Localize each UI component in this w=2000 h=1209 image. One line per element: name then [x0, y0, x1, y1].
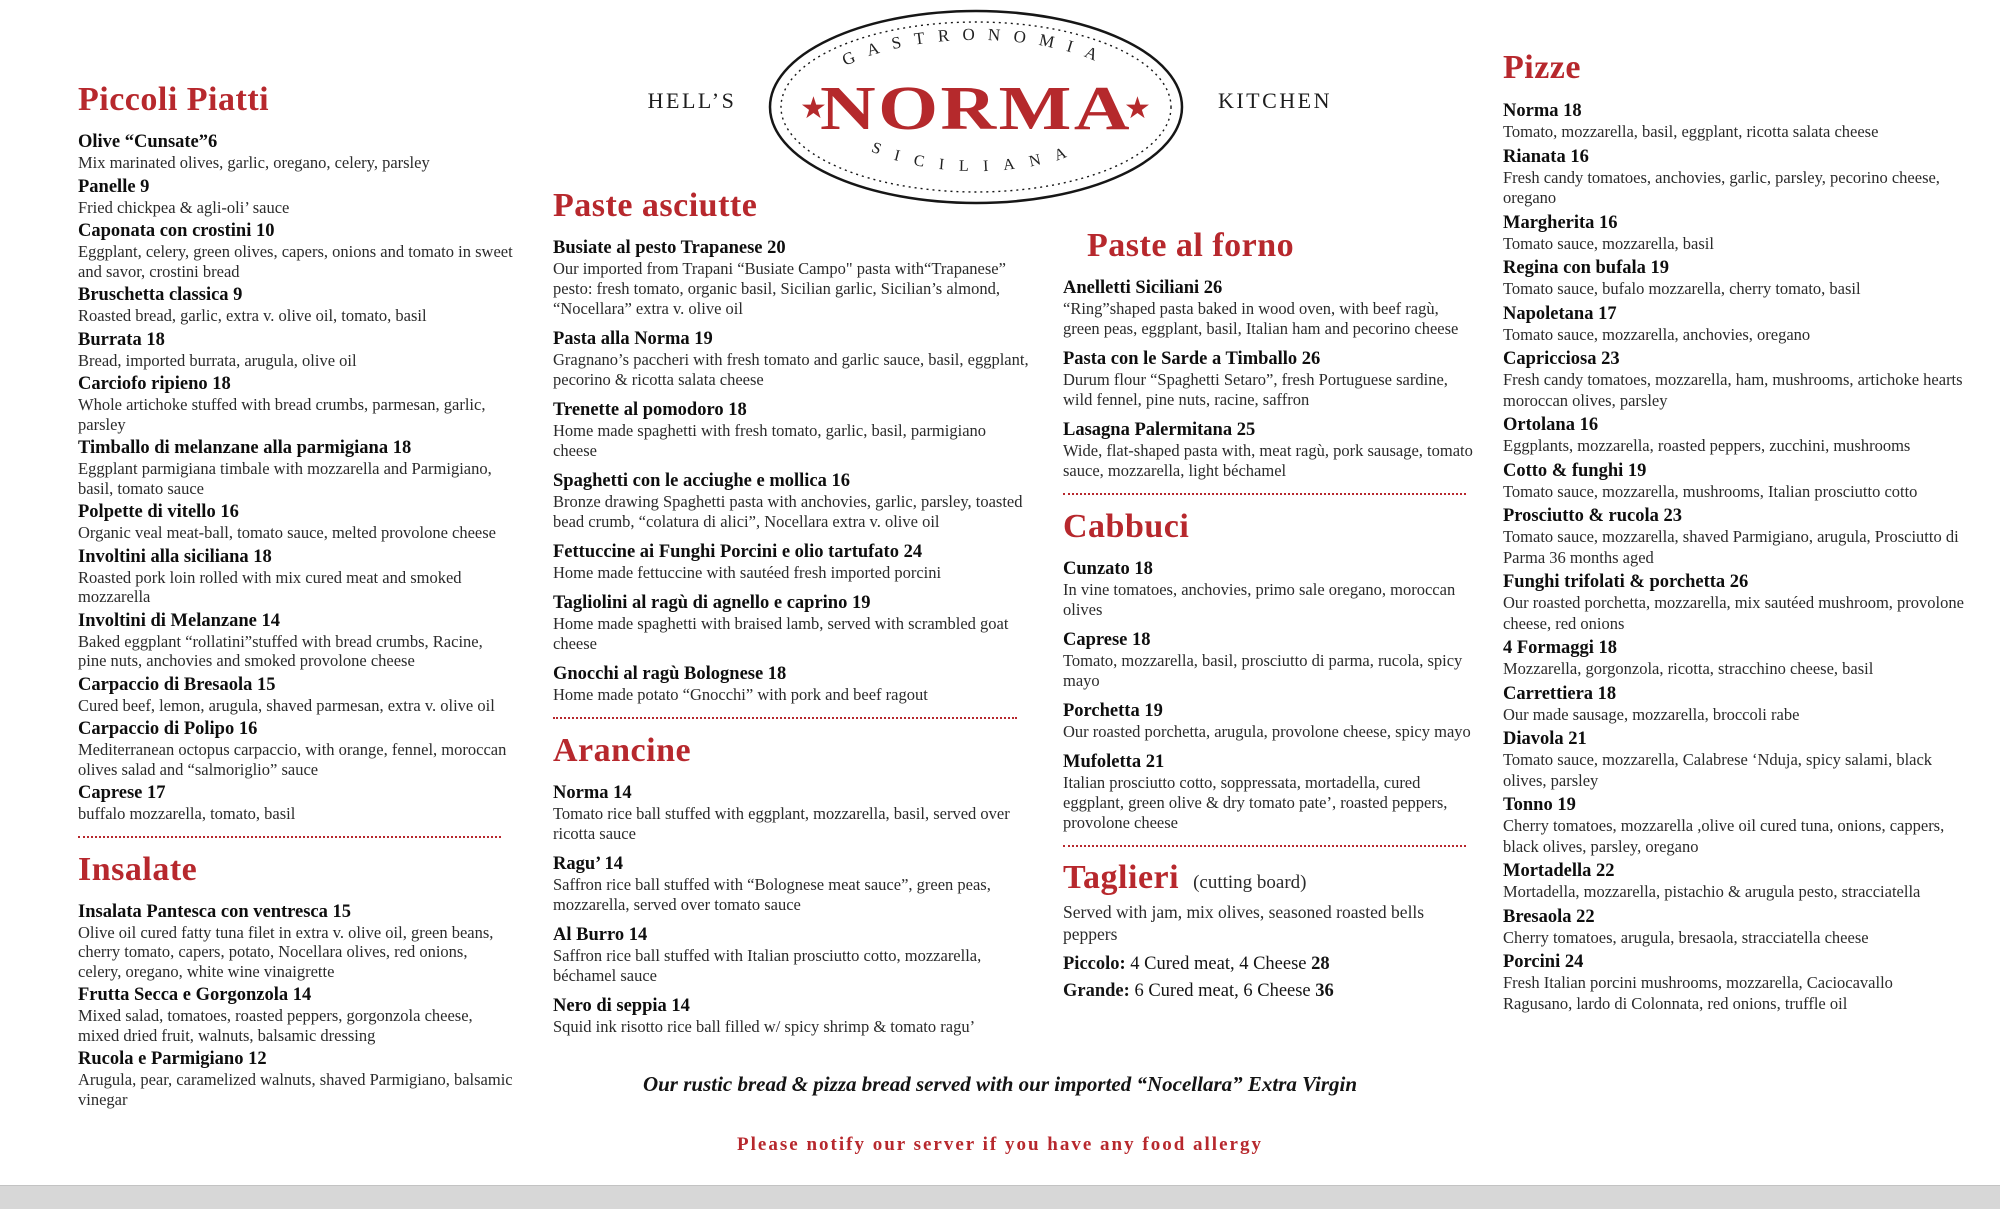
menu-item: [1503, 794, 1965, 857]
menu-item: [553, 593, 1031, 654]
column-piccoli-piatti-insalate: [78, 80, 514, 1113]
menu-item: [553, 783, 1031, 844]
menu-item-name: Ragu’ 14: [553, 854, 624, 874]
menu-item-name: Caprese 18: [1063, 630, 1151, 650]
menu-item-name: Cunzato 18: [1063, 559, 1153, 579]
menu-item: [553, 400, 1031, 461]
menu-item: [1503, 146, 1965, 209]
menu-item-desc: Olive oil cured fatty tuna filet in extra v. olive oil, green beans, cherry tomato, capers, potato, Nocellara olives, red onions, celery, oregano, white wine vinaigrette: [78, 922, 494, 981]
menu-item-name: Involtini di Melanzane 14: [78, 610, 280, 631]
menu-item: [553, 329, 1031, 390]
menu-item-name: Carpaccio di Bresaola 15: [78, 674, 276, 695]
menu-item: [1063, 559, 1478, 620]
section-title-paste-al-forno: Paste al forno: [1087, 227, 1295, 264]
taglieri-option-price: 36: [1315, 981, 1334, 1001]
menu-item-desc: Cherry tomatoes, mozzarella ,olive oil cured tuna, onions, cappers, black olives, parsley, oregano: [1503, 816, 1945, 856]
menu-item: [1063, 278, 1478, 339]
menu-item: [78, 502, 514, 543]
menu-item-desc: Mortadella, mozzarella, pistachio & arugula pesto, stracciatella: [1503, 882, 1921, 901]
taglieri-option-label: Piccolo:: [1063, 954, 1131, 974]
column-paste-arancine: [553, 186, 1031, 1047]
menu-item-desc: Tomato, mozzarella, basil, prosciutto di parma, rucola, spicy mayo: [1063, 651, 1463, 690]
menu-item-name: Regina con bufala 19: [1503, 258, 1670, 278]
menu-item-name: Caponata con crostini 10: [78, 221, 275, 241]
menu-item-desc: Our imported from Trapani “Busiate Campo" pasta with“Trapanese” pesto: fresh tomato, organic basil, Sicilian garlic, Sicilian’s almond, “Nocellara” extra v. olive oil: [553, 259, 1006, 318]
norma-logo: [767, 8, 1185, 206]
menu-item-name: Rucola e Parmigiano 12: [78, 1049, 267, 1069]
logo-arc-bottom-text: SICILIANA: [869, 139, 1083, 176]
menu-item-desc: Cured beef, lemon, arugula, shaved parmesan, extra v. olive oil: [78, 695, 495, 715]
menu-item-desc: Eggplant parmigiana timbale with mozzarella and Parmigiano, basil, tomato sauce: [78, 459, 492, 498]
menu-item: [78, 374, 514, 434]
section-title-paste-asciutte: Paste asciutte: [553, 187, 758, 224]
menu-item-desc: Fresh Italian porcini mushrooms, mozzarella, Caciocavallo Ragusano, lardo di Colonnata, red onions, truffle oil: [1503, 973, 1893, 1013]
menu-item: [78, 438, 514, 498]
menu-item-name: Mortadella 22: [1503, 861, 1615, 881]
menu-item-desc: “Ring”shaped pasta baked in wood oven, with beef ragù, green peas, eggplant, basil, Italian ham and pecorino cheese: [1063, 299, 1459, 338]
menu-item-name: Busiate al pesto Trapanese 20: [553, 238, 786, 258]
menu-item-name: Caprese 17: [78, 783, 166, 803]
menu-item: [1503, 348, 1965, 411]
menu-item: [1503, 683, 1965, 726]
menu-item: [1503, 860, 1965, 903]
menu-item-desc: Tomato sauce, mozzarella, basil: [1503, 233, 1714, 253]
menu-item-name: Involtini alla siciliana 18: [78, 546, 272, 567]
menu-item-name: Margherita 16: [1503, 212, 1618, 233]
section-items-cabbuci: [1063, 559, 1478, 833]
menu-item: [1063, 630, 1478, 691]
bread-note: Our rustic bread & pizza bread served with our imported “Nocellara” Extra Virgin: [642, 1072, 1358, 1096]
menu-item-desc: Fresh candy tomatoes, mozzarella, ham, mushrooms, artichoke hearts moroccan olives, parsley: [1503, 370, 1963, 410]
menu-item-desc: Saffron rice ball stuffed with Italian prosciutto cotto, mozzarella, béchamel sauce: [553, 946, 982, 985]
menu-item-desc: Home made potato “Gnocchi” with pork and beef ragout: [553, 685, 928, 704]
section-items-pizze: [1503, 100, 1965, 1014]
menu-item: [1503, 460, 1965, 503]
section-items-paste-al-forno: [1063, 278, 1478, 481]
logo-star-right-icon: ★: [1124, 92, 1151, 125]
menu-item: [78, 285, 514, 326]
menu-item: [1503, 571, 1965, 634]
menu-item-desc: Whole artichoke stuffed with bread crumbs, parmesan, garlic, parsley: [78, 395, 486, 434]
menu-item: [553, 854, 1031, 915]
menu-item-desc: Mozzarella, gorgonzola, ricotta, stracchino cheese, basil: [1503, 659, 1874, 678]
section-items-arancine: [553, 783, 1031, 1037]
menu-item-desc: Wide, flat-shaped pasta with, meat ragù, pork sausage, tomato sauce, mozzarella, light béchamel: [1063, 441, 1473, 480]
dotted-divider: [1063, 493, 1466, 495]
section-title-piccoli-piatti: Piccoli Piatti: [78, 81, 270, 118]
menu-item-desc: Saffron rice ball stuffed with “Bolognese meat sauce”, green peas, mozzarella, served over tomato sauce: [553, 875, 991, 914]
menu-item: [78, 719, 514, 779]
menu-item-name: Funghi trifolati & porchetta 26: [1503, 572, 1749, 592]
menu-item: [78, 547, 514, 607]
menu-item-desc: Tomato, mozzarella, basil, eggplant, ricotta salata cheese: [1503, 122, 1879, 141]
menu-item-desc: Eggplant, celery, green olives, capers, onions and tomato in sweet and savor, crostini bread: [78, 242, 513, 281]
menu-item-desc: Tomato sauce, mozzarella, Calabrese ‘Nduja, spicy salami, black olives, parsley: [1503, 750, 1933, 790]
menu-item-desc: Fresh candy tomatoes, anchovies, garlic, parsley, pecorino cheese, oregano: [1503, 167, 1940, 207]
taglieri-option: [1063, 951, 1478, 978]
menu-item-desc: Cherry tomatoes, arugula, bresaola, stracciatella cheese: [1503, 927, 1869, 947]
taglieri-intro: Served with jam, mix olives, seasoned roasted bells peppers: [1063, 902, 1425, 944]
menu-item-name: Olive “Cunsate”6: [78, 132, 218, 152]
menu-item-name: Spaghetti con le acciughe e mollica 16: [553, 471, 850, 491]
menu-item-name: Prosciutto & rucola 23: [1503, 506, 1682, 526]
menu-item: [1503, 728, 1965, 791]
menu-item-name: Norma 18: [1503, 101, 1582, 121]
menu-item-name: Tagliolini al ragù di agnello e caprino 19: [553, 593, 871, 613]
menu-item-name: Mufoletta 21: [1063, 752, 1165, 772]
menu-item: [553, 996, 1031, 1037]
section-title-taglieri: Taglieri: [1063, 859, 1180, 896]
menu-item: [553, 664, 1031, 705]
menu-item-desc: Durum flour “Spaghetti Setaro”, fresh Portuguese sardine, wild fennel, pine nuts, racine, saffron: [1063, 370, 1448, 409]
dotted-divider: [78, 836, 501, 838]
menu-item: [78, 177, 514, 218]
menu-item: [1503, 212, 1965, 255]
menu-item-desc: Organic veal meat-ball, tomato sauce, melted provolone cheese: [78, 523, 496, 542]
menu-item-desc: Italian prosciutto cotto, soppressata, mortadella, cured eggplant, green olive & dry tomato pate’, roasted peppers, provolone cheese: [1063, 773, 1448, 832]
taglieri-options: [1063, 951, 1478, 1005]
section-taglieri: [1063, 859, 1478, 1005]
menu-item-desc: Bread, imported burrata, arugula, olive oil: [78, 350, 357, 370]
menu-item-name: Norma 14: [553, 783, 632, 803]
menu-item-desc: Roasted bread, garlic, extra v. olive oil, tomato, basil: [78, 306, 427, 325]
menu-item-name: Pasta con le Sarde a Timballo 26: [1063, 349, 1321, 369]
taglieri-option-text: 6 Cured meat, 6 Cheese: [1134, 981, 1316, 1001]
menu-item: [78, 611, 514, 671]
column-forno-cabbuci-taglieri: [1063, 226, 1478, 1005]
brand-left-text: HELL’S: [647, 88, 737, 113]
allergy-note: Please notify our server if you have any food allergy: [737, 1134, 1263, 1155]
menu-item-name: Al Burro 14: [553, 925, 648, 945]
taglieri-option-label: Grande:: [1063, 981, 1135, 1001]
menu-item: [1063, 701, 1478, 742]
menu-item-desc: Our made sausage, mozzarella, broccoli rabe: [1503, 704, 1800, 724]
menu-item: [78, 783, 514, 824]
menu-item-name: Cotto & funghi 19: [1503, 460, 1647, 481]
menu-item-name: Gnocchi al ragù Bolognese 18: [553, 664, 787, 684]
menu-item-desc: Our roasted porchetta, arugula, provolone cheese, spicy mayo: [1063, 722, 1471, 741]
menu-item: [1503, 414, 1965, 457]
menu-item: [1503, 906, 1965, 949]
menu-item-name: Rianata 16: [1503, 146, 1589, 167]
menu-item-desc: Tomato sauce, mozzarella, mushrooms, Italian prosciutto cotto: [1503, 481, 1918, 501]
menu-item: [1063, 420, 1478, 481]
menu-item-name: Anelletti Siciliani 26: [1063, 278, 1223, 298]
section-items-piccoli-piatti: [78, 132, 514, 824]
menu-item-desc: Eggplants, mozzarella, roasted peppers, zucchini, mushrooms: [1503, 436, 1911, 455]
menu-item-name: Tonno 19: [1503, 795, 1576, 815]
menu-item-desc: Squid ink risotto rice ball filled w/ spicy shrimp & tomato ragu’: [553, 1017, 976, 1036]
menu-item-name: Burrata 18: [78, 329, 165, 350]
menu-item-name: Bresaola 22: [1503, 906, 1595, 927]
menu-item-name: Panelle 9: [78, 176, 150, 197]
menu-item-name: Napoletana 17: [1503, 303, 1617, 324]
menu-item: [1503, 100, 1965, 143]
menu-item-name: Fettuccine ai Funghi Porcini e olio tartufato 24: [553, 542, 923, 562]
menu-item: [553, 238, 1031, 319]
bottom-window-bar: [0, 1185, 2000, 1209]
menu-item-name: Carpaccio di Polipo 16: [78, 719, 258, 739]
dotted-divider: [553, 717, 1017, 719]
menu-item-desc: Roasted pork loin rolled with mix cured meat and smoked mozzarella: [78, 567, 462, 606]
menu-item: [78, 902, 514, 982]
menu-item-name: Capricciosa 23: [1503, 349, 1620, 369]
menu-item-name: Insalata Pantesca con ventresca 15: [78, 901, 352, 922]
menu-item-name: Carrettiera 18: [1503, 683, 1617, 704]
menu-item: [78, 985, 514, 1045]
menu-item-desc: Our roasted porchetta, mozzarella, mix sautéed mushroom, provolone cheese, red onions: [1503, 593, 1964, 633]
menu-item-name: Lasagna Palermitana 25: [1063, 420, 1256, 440]
menu-item: [78, 330, 514, 371]
logo-arc-top-text: GASTRONOMIA: [839, 24, 1113, 70]
menu-item-name: Timballo di melanzane alla parmigiana 18: [78, 438, 412, 458]
menu-item-desc: Home made spaghetti with braised lamb, served with scrambled goat cheese: [553, 614, 1009, 653]
menu-item-desc: Baked eggplant “rollatini”stuffed with bread crumbs, Racine, pine nuts, anchovies and smoked provolone cheese: [78, 631, 483, 670]
menu-item-name: Nero di seppia 14: [553, 996, 690, 1016]
menu-item-desc: Home made spaghetti with fresh tomato, garlic, basil, parmigiano cheese: [553, 421, 987, 460]
column-pizze: [1503, 48, 1965, 1017]
menu-item-desc: Fried chickpea & agli-oli’ sauce: [78, 197, 290, 217]
taglieri-option: [1063, 978, 1478, 1005]
menu-item-name: Porchetta 19: [1063, 701, 1163, 721]
menu-item-name: Pasta alla Norma 19: [553, 329, 713, 349]
menu-item-desc: Mediterranean octopus carpaccio, with orange, fennel, moroccan olives salad and “salmoriglio” sauce: [78, 740, 507, 779]
menu-item-desc: Home made fettuccine with sautéed fresh imported porcini: [553, 563, 942, 582]
menu-item: [1503, 303, 1965, 346]
menu-item: [1063, 752, 1478, 833]
menu-item: [1503, 505, 1965, 568]
taglieri-subtitle: (cutting board): [1193, 872, 1307, 893]
section-items-paste-asciutte: [553, 238, 1031, 705]
taglieri-option-text: 4 Cured meat, 4 Cheese: [1130, 954, 1312, 974]
menu-item-name: 4 Formaggi 18: [1503, 638, 1618, 658]
menu-item: [1503, 257, 1965, 300]
section-title-cabbuci: Cabbuci: [1063, 508, 1190, 545]
menu-item-desc: Mixed salad, tomatoes, roasted peppers, gorgonzola cheese, mixed dried fruit, walnuts, balsamic dressing: [78, 1006, 473, 1045]
menu-item-desc: Gragnano’s paccheri with fresh tomato and garlic sauce, basil, eggplant, pecorino & ricotta salata cheese: [553, 350, 1029, 389]
menu-item: [78, 675, 514, 716]
menu-item: [553, 471, 1031, 532]
section-title-arancine: Arancine: [553, 732, 692, 769]
norma-logo-svg: [767, 8, 1185, 206]
menu-item-desc: Tomato sauce, bufalo mozzarella, cherry tomato, basil: [1503, 279, 1861, 298]
menu-item-name: Bruschetta classica 9: [78, 285, 243, 305]
menu-item-desc: Mix marinated olives, garlic, oregano, celery, parsley: [78, 153, 430, 172]
menu-item: [553, 925, 1031, 986]
menu-item-name: Frutta Secca e Gorgonzola 14: [78, 985, 312, 1005]
logo-star-left-icon: ★: [800, 92, 827, 125]
menu-item-desc: Tomato rice ball stuffed with eggplant, mozzarella, basil, served over ricotta sauce: [553, 804, 1010, 843]
section-title-pizze: Pizze: [1503, 49, 1581, 86]
menu-item-desc: buffalo mozzarella, tomato, basil: [78, 804, 296, 823]
menu-item-name: Porcini 24: [1503, 952, 1584, 972]
menu-item: [553, 542, 1031, 583]
menu-item: [78, 132, 514, 173]
menu-item-desc: Tomato sauce, mozzarella, anchovies, oregano: [1503, 324, 1811, 344]
section-title-insalate: Insalate: [78, 850, 198, 888]
menu-item: [1503, 951, 1965, 1014]
menu-item-name: Trenette al pomodoro 18: [553, 400, 747, 420]
menu-item-name: Ortolana 16: [1503, 415, 1599, 435]
menu-item-name: Diavola 21: [1503, 729, 1587, 749]
menu-item-name: Polpette di vitello 16: [78, 502, 239, 522]
taglieri-option-price: 28: [1311, 954, 1330, 974]
menu-item-desc: In vine tomatoes, anchovies, primo sale oregano, moroccan olives: [1063, 580, 1456, 619]
menu-item: [1063, 349, 1478, 410]
menu-item-name: Carciofo ripieno 18: [78, 374, 231, 394]
menu-item: [78, 221, 514, 281]
menu-item: [1503, 637, 1965, 680]
logo-wordmark: NORMA: [820, 75, 1132, 143]
dotted-divider: [1063, 845, 1466, 847]
brand-right-text: KITCHEN: [1217, 88, 1333, 113]
menu-item-desc: Tomato sauce, mozzarella, shaved Parmigiano, arugula, Prosciutto di Parma 36 months aged: [1503, 527, 1959, 567]
menu-item-desc: Bronze drawing Spaghetti pasta with anchovies, garlic, parsley, toasted bead crumb, “colatura di alici”, Nocellara extra v. olive oil: [553, 492, 1023, 531]
menu-item-desc: Arugula, pear, caramelized walnuts, shaved Parmigiano, balsamic vinegar: [78, 1070, 513, 1109]
